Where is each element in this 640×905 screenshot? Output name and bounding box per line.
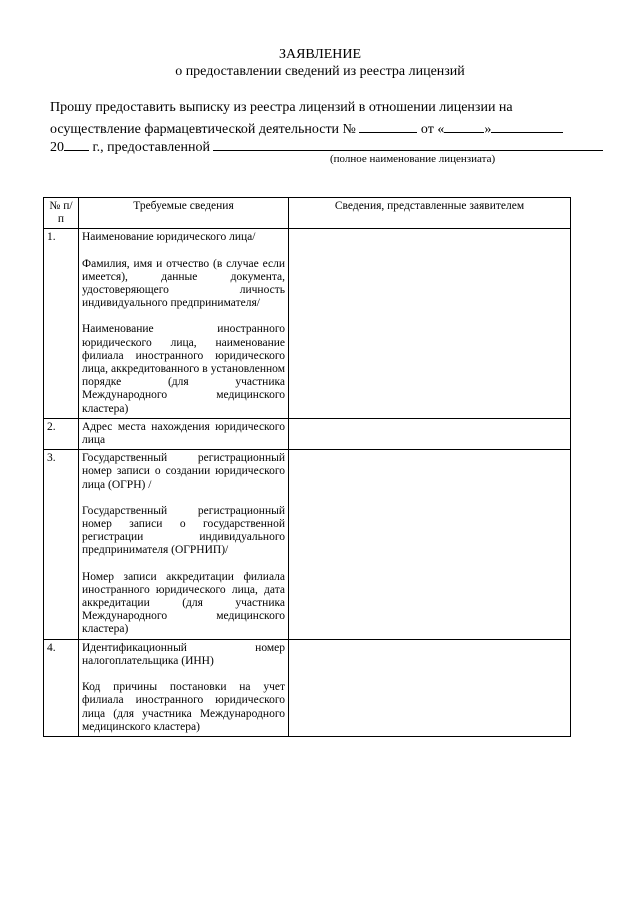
licensee-name-blank[interactable] bbox=[213, 136, 603, 151]
header-provided: Сведения, представленные заявителем bbox=[289, 198, 571, 229]
header-required: Требуемые сведения bbox=[79, 198, 289, 229]
row-required-cell bbox=[79, 639, 289, 736]
table-row bbox=[44, 229, 571, 418]
row-text: Государственный регистрационный номер записи о создании юридического лица (ОГРН) / bbox=[82, 452, 285, 491]
row-required-cell bbox=[79, 418, 289, 449]
quote-close: » bbox=[484, 122, 492, 137]
from-label: от « bbox=[420, 122, 445, 137]
request-line-1 bbox=[50, 100, 610, 116]
row-required-cell bbox=[79, 450, 289, 639]
month-blank[interactable] bbox=[491, 118, 563, 133]
row-provided-cell[interactable] bbox=[289, 450, 571, 639]
row-text: Идентификационный номер налогоплательщика (ИНН) bbox=[82, 641, 285, 667]
row-num: 3. bbox=[44, 450, 79, 639]
row-num: 2. bbox=[44, 418, 79, 449]
licensee-note: (полное наименование лицензиата) bbox=[330, 153, 496, 165]
table-row bbox=[44, 450, 571, 639]
row-text: Государственный регистрационный номер записи о государственной регистрации индивидуального предпринимателя (ОГРНИП)/ bbox=[82, 504, 285, 557]
document-title: ЗАЯВЛЕНИЕ bbox=[278, 47, 362, 62]
request-line-2 bbox=[50, 118, 610, 138]
row-text: Фамилия, имя и отчество (в случае если имеется), данные документа, удостоверяющего личность индивидуального предпринимателя/ bbox=[82, 257, 285, 310]
header-num: № п/п bbox=[44, 198, 79, 229]
year-blank[interactable] bbox=[64, 136, 89, 151]
row-text: Адрес места нахождения юридического лица bbox=[82, 420, 285, 447]
request-text-1: Прошу предоставить выписку из реестра лицензий в отношении лицензии на bbox=[50, 100, 513, 115]
license-number-blank[interactable] bbox=[359, 118, 417, 133]
table-row bbox=[44, 418, 571, 449]
row-provided-cell[interactable] bbox=[289, 229, 571, 418]
row-provided-cell[interactable] bbox=[289, 418, 571, 449]
request-text-2: осуществление фармацевтической деятельности № bbox=[50, 122, 356, 137]
document-subtitle: о предоставлении сведений из реестра лицензий bbox=[175, 64, 465, 79]
row-text: Код причины постановки на учет филиала иностранного юридического лица (для участника Международного медицинского кластера) bbox=[82, 681, 285, 733]
row-num: 1. bbox=[44, 229, 79, 418]
row-required-cell bbox=[79, 229, 289, 418]
row-text: Наименование юридического лица/ bbox=[82, 231, 256, 244]
row-provided-cell[interactable] bbox=[289, 639, 571, 736]
year-suffix: г., предоставленной bbox=[92, 140, 210, 155]
year-prefix: 20 bbox=[50, 140, 64, 155]
day-blank[interactable] bbox=[444, 118, 484, 133]
info-table bbox=[43, 197, 571, 737]
row-text: Номер записи аккредитации филиала иностранного юридического лица, дата аккредитации (для участника Международного медицинского кластера) bbox=[82, 570, 285, 636]
row-num: 4. bbox=[44, 639, 79, 736]
row-text: Наименование иностранного юридического лица, наименование филиала иностранного юридического лица, аккредитованного в установленном порядке (для участника Международного медицинского кластера) bbox=[82, 323, 285, 415]
table-row bbox=[44, 639, 571, 736]
table-header-row bbox=[44, 198, 571, 229]
